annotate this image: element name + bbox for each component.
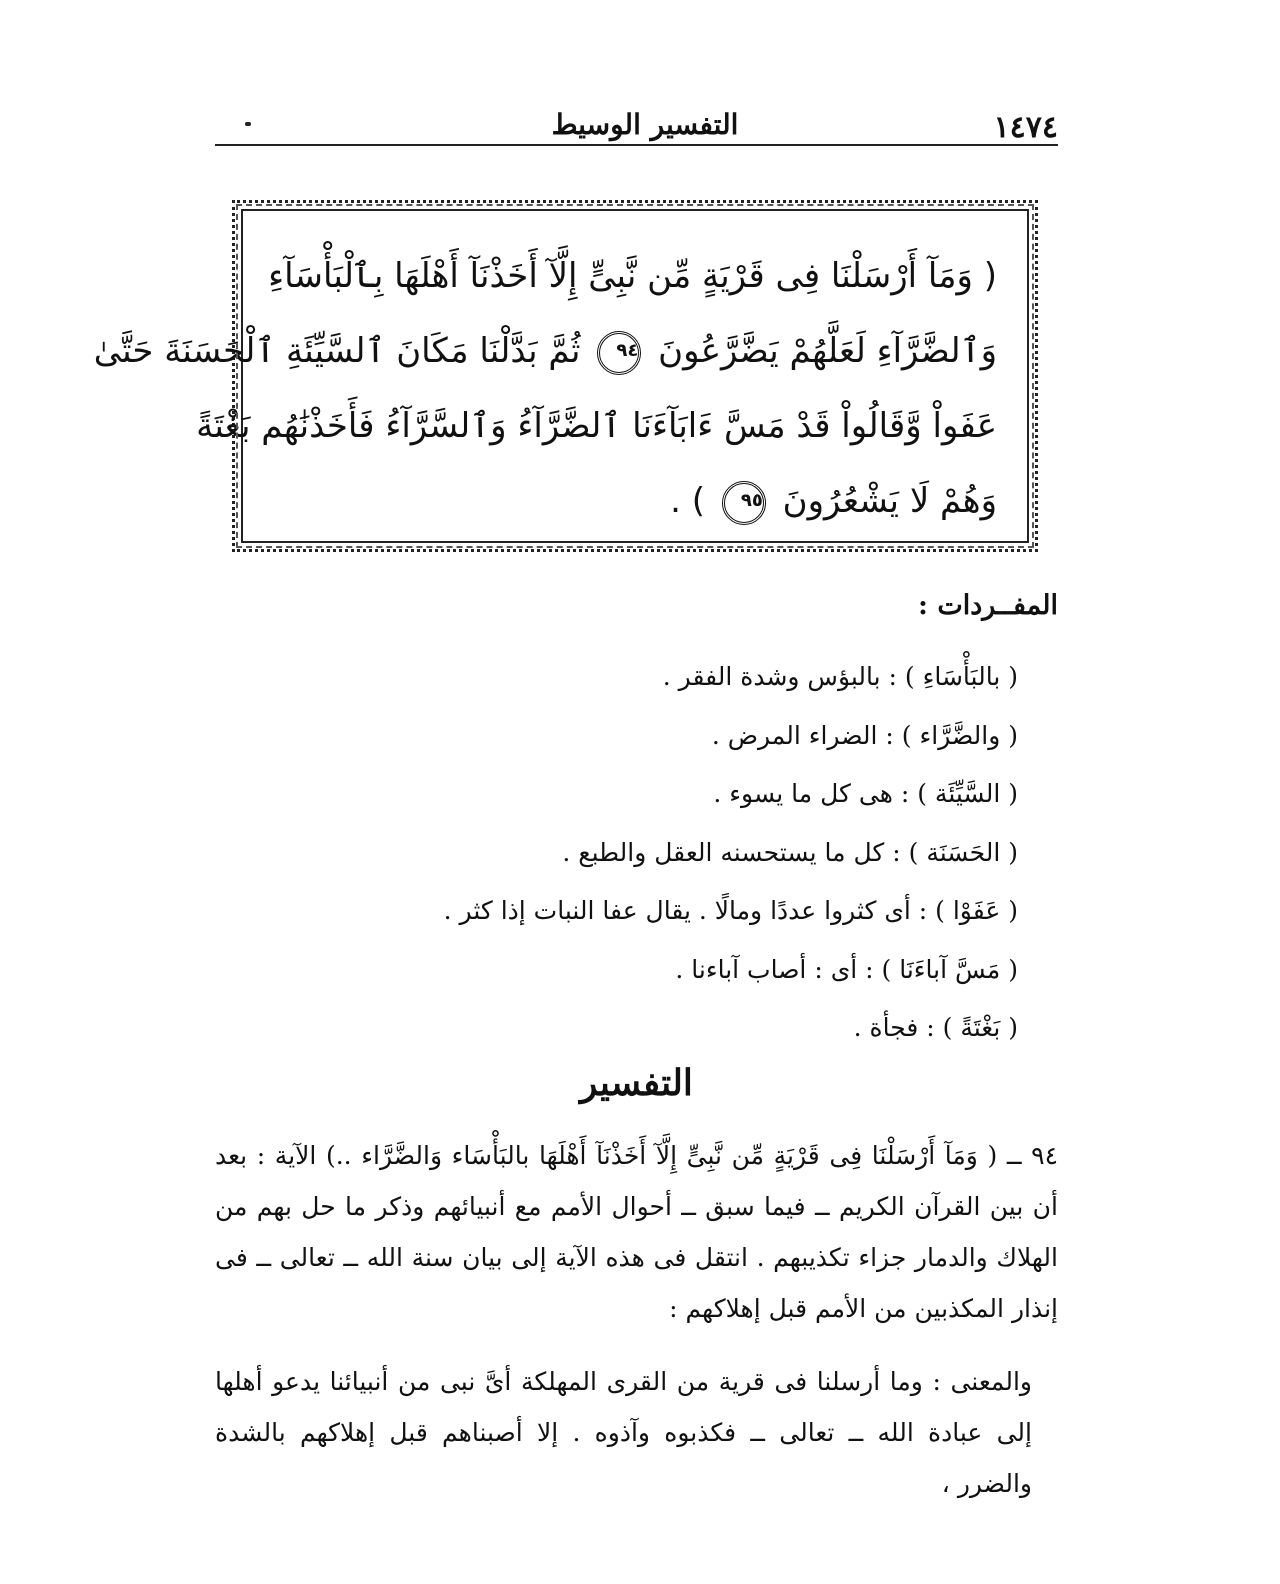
paragraph-text: ٩٤ ــ ( وَمَآ أَرْسَلْنَا فِى قَرْيَةٍ مِّن نَّبِىٍّ إِلَّآ أَخَذْنَآ أَهْلَهَا بالبَأْسَاء وَالضَّرَّاء ..) الآية : بعد أن بين القرآن الكريم ــ فيما سبق ــ أحوال الأمم مع أنبيائهم وذكر ما حل بهم من الهلاك والدمار جزاء تكذيبهم . انتقل فى هذه الآية إلى بيان سنة الله ــ تعالى ــ فى إنذار المكذبين من الأمم قبل إهلاكهم : [215, 1141, 1058, 1323]
verse-text: عَفَواْ وَّقَالُواْ قَدْ مَسَّ ءَابَآءَنَا ٱلضَّرَّآءُ وَٱلسَّرَّآءُ فَأَخَذْنَٰهُم بَغْتَةً [196, 406, 997, 446]
tafsir-paragraph [215, 1356, 1058, 1509]
paragraph-text: والمعنى : وما أرسلنا فى قرية من القرى المهلكة أىَّ نبى من أنبيائنا يدعو أهلها إلى عبادة الله ــ تعالى ــ فكذبوه وآذوه . إلا أصبناهم قبل إهلاكهم بالشدة والضرر ، [215, 1367, 1032, 1498]
vocabulary-item: ( مَسَّ آباءَنَا ) : أى : أصاب آباءنا . [675, 954, 1018, 984]
verse-text: وَهُمْ لَا يَشْعُرُونَ [782, 481, 997, 521]
verse-line [268, 239, 997, 314]
verse-text: ) . [670, 481, 706, 521]
ayah-marker: ٩٤ [597, 331, 641, 375]
tafsir-paragraph [215, 1130, 1058, 1334]
tafsir-heading: التفسير [580, 1062, 693, 1104]
vocabulary-list [215, 648, 1058, 1058]
verse-text: ( وَمَآ أَرْسَلْنَا فِى قَرْيَةٍ مِّن نَّبِىٍّ إِلَّآ أَخَذْنَآ أَهْلَهَا بِٱلْبَأْسَآءِ [268, 256, 997, 296]
page-number: ١٤٧٤ [993, 110, 1058, 145]
ayah-marker: ٩٥ [722, 481, 766, 525]
vocabulary-item: ( الحَسَنَة ) : كل ما يستحسنه العقل والطبع . [562, 837, 1018, 867]
vocabulary-item: ( السَّيِّئَة ) : هى كل ما يسوء . [713, 779, 1018, 808]
verse-text: ثُمَّ بَدَّلْنَا مَكَانَ ٱلسَّيِّئَةِ ٱلْحَسَنَةَ حَتَّىٰ [93, 331, 581, 371]
vocabulary-item: ( والضَّرَّاء ) : الضراء المرض . [711, 720, 1018, 750]
verse-box [93, 209, 1029, 543]
verse-text: وَٱلضَّرَّآءِ لَعَلَّهُمْ يَضَّرَّعُونَ [658, 331, 997, 371]
vocabulary-item: ( عَفَوْا ) : أى كثروا عددًا ومالًا . يقال عفا النبات إذا كثر . [443, 896, 1018, 925]
header-dot [245, 122, 251, 126]
verse-line [271, 464, 997, 539]
running-title: التفسير الوسيط [551, 108, 739, 141]
vocabulary-item: ( بَغْتَةً ) : فجأة . [853, 1013, 1018, 1042]
verse-line [93, 314, 997, 389]
page-header [215, 100, 1058, 146]
vocabulary-heading: المفــردات : [917, 590, 1058, 621]
verse-frame [93, 200, 1038, 552]
verse-line [196, 389, 997, 464]
vocabulary-item: ( بالبَأْسَاءِ ) : بالبؤس وشدة الفقر . [662, 662, 1018, 691]
